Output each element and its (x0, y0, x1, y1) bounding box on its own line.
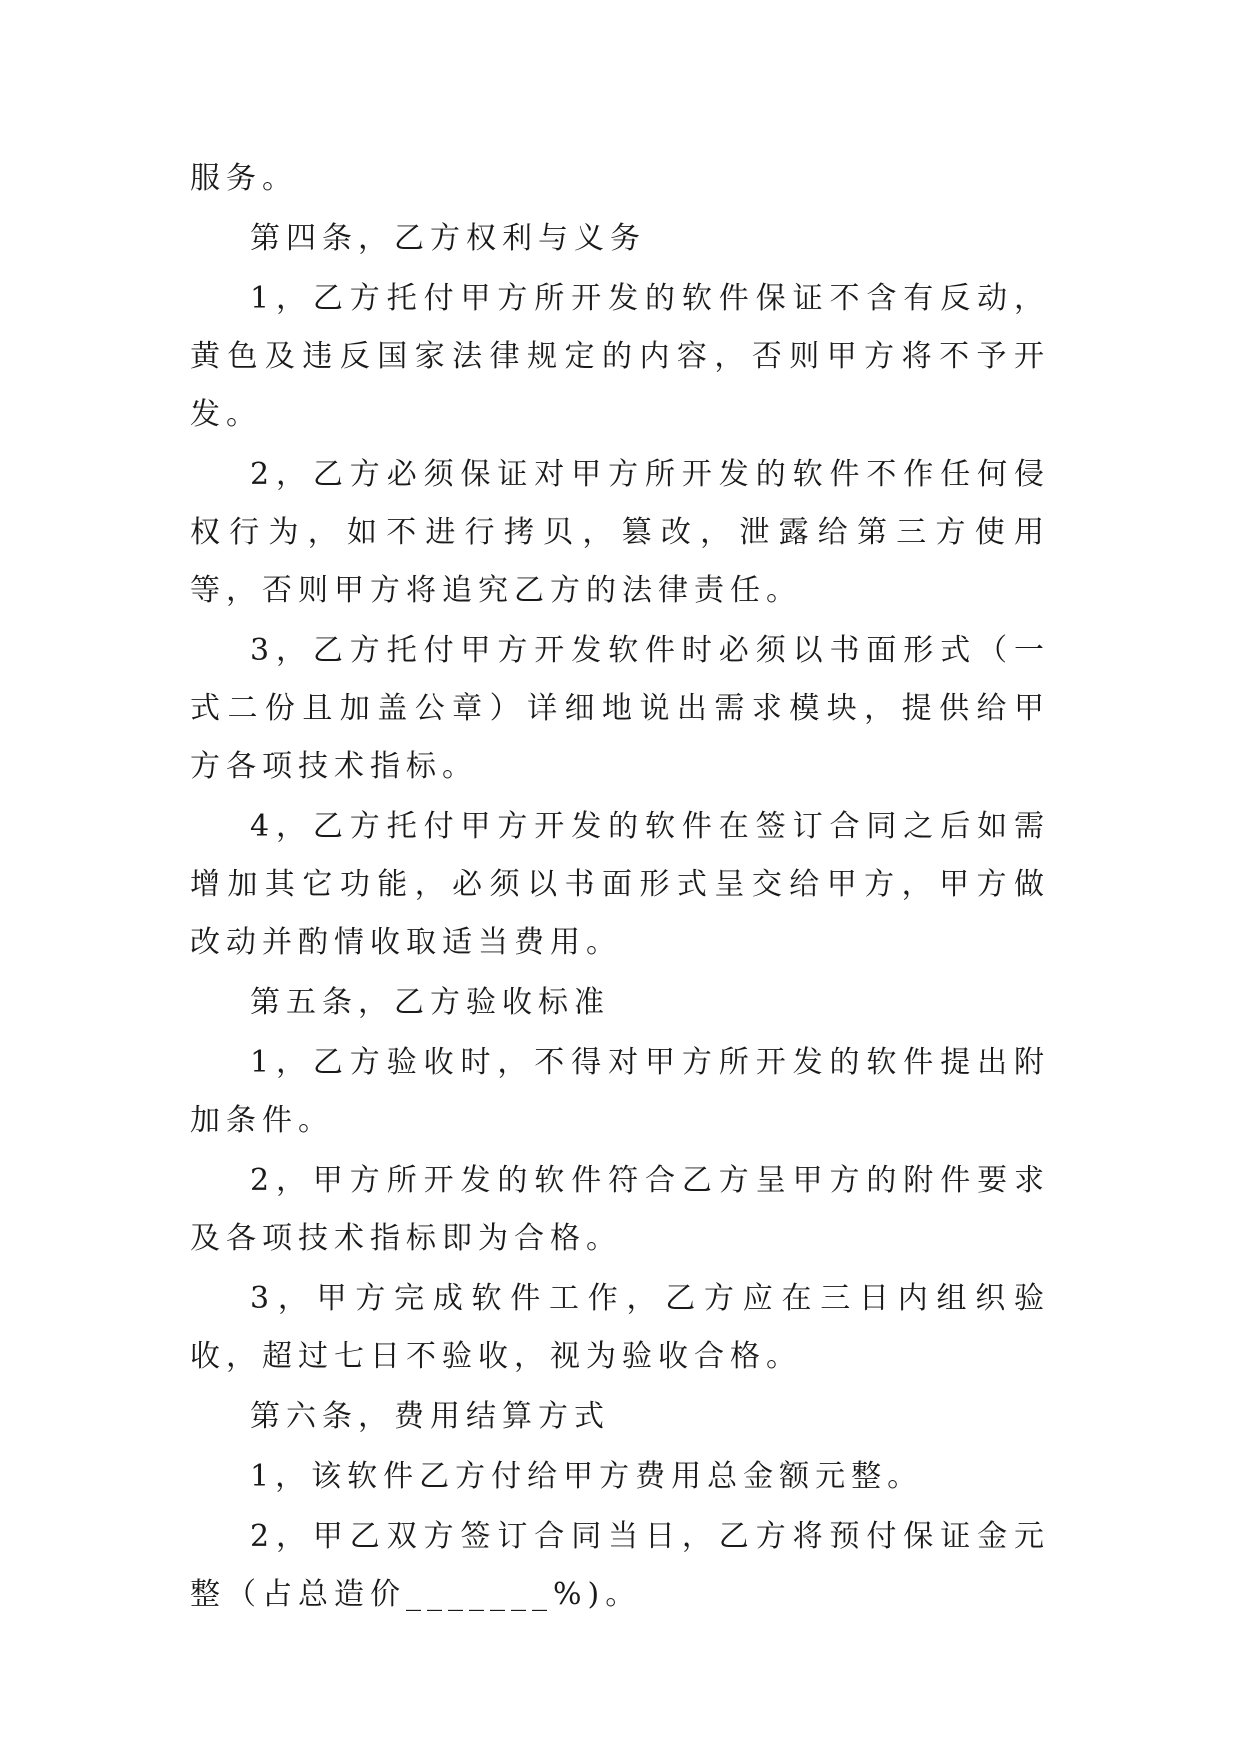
article-5-clause-1: 1，乙方验收时，不得对甲方所开发的软件提出附加条件。 (190, 1045, 1050, 1138)
article-4-clause-1: 1，乙方托付甲方所开发的软件保证不含有反动，黄色及违反国家法律规定的内容，否则甲方将不予开发。 (190, 281, 1050, 432)
article-6-clause-2: 2，甲乙双方签订合同当日，乙方将预付保证金元整（占总造价_______%)。 (190, 1519, 1050, 1612)
article-4-clause-4: 4，乙方托付甲方开发的软件在签订合同之后如需增加其它功能，必须以书面形式呈交给甲方，甲方做改动并酌情收取适当费用。 (190, 809, 1050, 960)
paragraph-services-end: 服务。 (190, 161, 298, 196)
document-body (190, 150, 1050, 1626)
article-6-heading: 第六条，费用结算方式 (250, 1399, 610, 1434)
article-6-clause-1: 1，该软件乙方付给甲方费用总金额元整。 (250, 1459, 924, 1494)
article-4-clause-3: 3，乙方托付甲方开发软件时必须以书面形式（一式二份且加盖公章）详细地说出需求模块，提供给甲方各项技术指标。 (190, 633, 1050, 784)
article-5-clause-2: 2，甲方所开发的软件符合乙方呈甲方的附件要求及各项技术指标即为合格。 (190, 1163, 1050, 1256)
article-5-clause-3: 3，甲方完成软件工作，乙方应在三日内组织验收，超过七日不验收，视为验收合格。 (190, 1281, 1050, 1374)
article-4-clause-2: 2，乙方必须保证对甲方所开发的软件不作任何侵权行为，如不进行拷贝，篡改，泄露给第三方使用等，否则甲方将追究乙方的法律责任。 (190, 457, 1050, 608)
article-5-heading: 第五条，乙方验收标准 (250, 985, 610, 1020)
article-4-heading: 第四条，乙方权利与义务 (250, 221, 646, 256)
